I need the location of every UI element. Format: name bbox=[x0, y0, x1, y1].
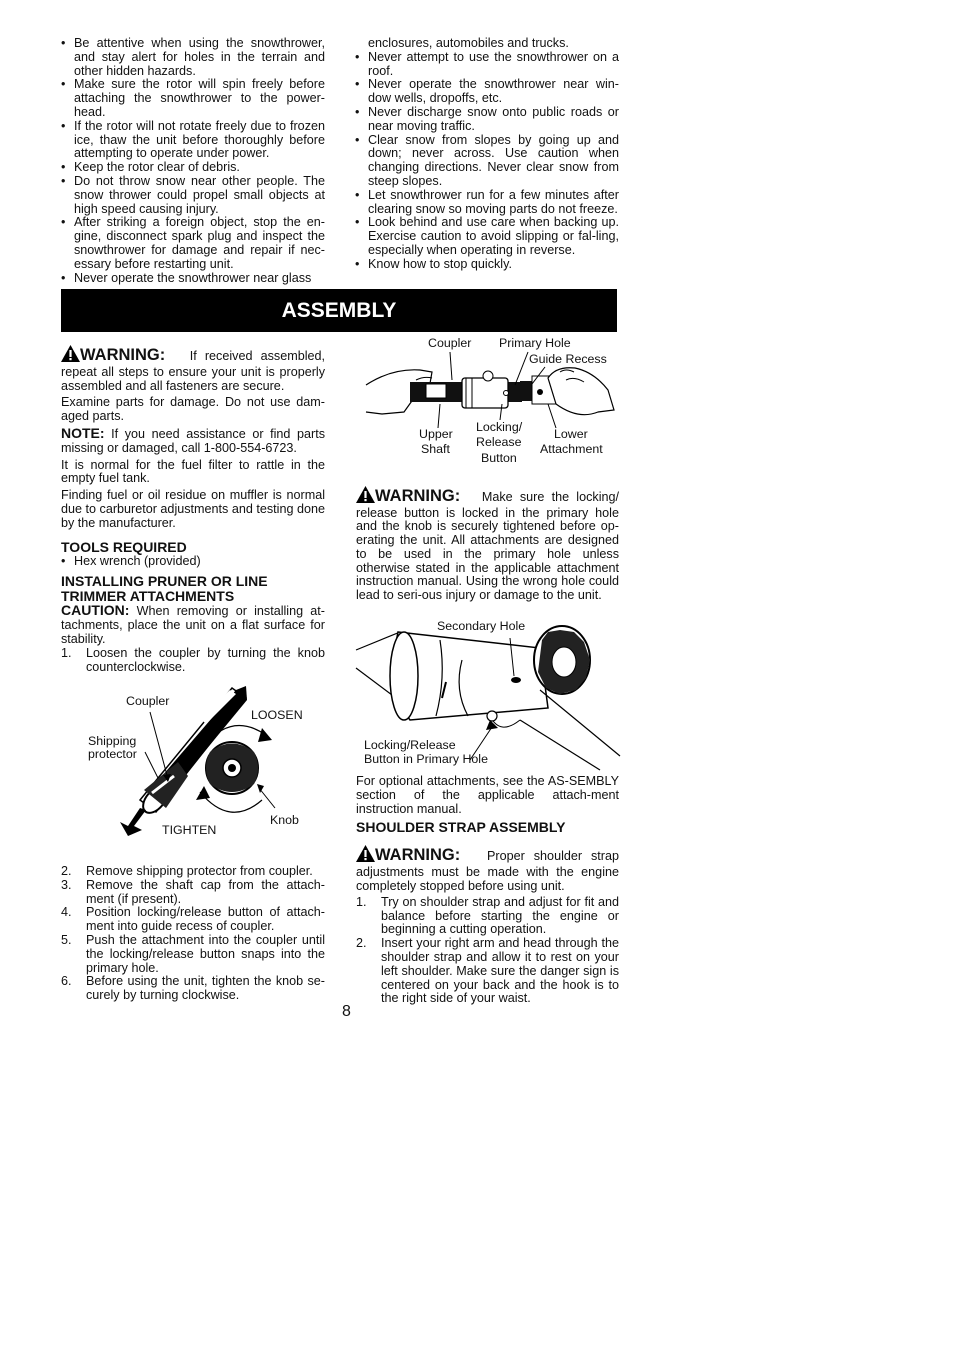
locking-label: Locking/ bbox=[476, 420, 523, 434]
examine-paragraph: Examine parts for damage. Do not use dam-aged parts. bbox=[61, 395, 325, 424]
page-number: 8 bbox=[342, 1003, 351, 1020]
step-text: Push the attachment into the coupler until the locking/release button snaps into the primary hole. bbox=[86, 932, 325, 975]
note-label: NOTE: bbox=[61, 424, 105, 441]
section-banner: ASSEMBLY bbox=[61, 289, 617, 332]
step-number: 6. bbox=[61, 974, 72, 989]
strap-step-list bbox=[356, 896, 619, 1006]
list-item: • Let snowthrower run for a few minutes after clearing snow so moving parts do not freeze. bbox=[355, 189, 619, 217]
tighten-label: TIGHTEN bbox=[162, 823, 217, 837]
warning-label: WARNING: bbox=[80, 346, 166, 364]
list-item: • Keep the rotor clear of debris. bbox=[61, 161, 325, 175]
list-item: • Be attentive when using the snowthrower, and stay alert for holes in the terrain and other hidden hazards. bbox=[61, 37, 325, 78]
step-text: Loosen the coupler by turning the knob counterclockwise. bbox=[86, 645, 325, 674]
release-label: Release bbox=[476, 435, 522, 449]
list-item: • Do not throw snow near other people. The snow thrower could propel small objects at high speed causing injury. bbox=[61, 175, 325, 216]
step-text: Remove the shaft cap from the attach-ment (if present). bbox=[86, 877, 325, 906]
list-item: • If the rotor will not rotate freely due to frozen ice, thaw the unit before thoroughly before attempting to operate under power. bbox=[61, 120, 325, 161]
note-text: If you need assistance or find parts missing or damaged, call 1-800-554-6723. bbox=[61, 426, 325, 455]
list-item: • Never attempt to use the snowthrower on a roof. bbox=[355, 51, 619, 79]
continuation-text: enclosures, automobiles and trucks. bbox=[368, 36, 569, 50]
strap-heading: SHOULDER STRAP ASSEMBLY bbox=[356, 819, 566, 836]
list-item: • Make sure the rotor will spin freely before attaching the snowthrower to the power-head. bbox=[61, 78, 325, 119]
list-item: • Look behind and use care when backing up. Exercise caution to avoid slipping or fal-ling, especially when operating in reverse. bbox=[355, 216, 619, 257]
coupler-label: Coupler bbox=[428, 336, 472, 350]
right-bottom-column bbox=[356, 775, 619, 1006]
optional-paragraph: For optional attachments, see the AS-SEMBLY section of the applicable attach-ment instruction manual. bbox=[356, 774, 619, 816]
step-number: 1. bbox=[356, 894, 367, 909]
protector-label: protector bbox=[88, 747, 137, 761]
knob-label: Knob bbox=[270, 813, 299, 827]
list-item bbox=[356, 937, 619, 1006]
coupler-label: Coupler bbox=[126, 694, 170, 708]
attachment-label: Attachment bbox=[540, 442, 603, 456]
warning-label: WARNING: bbox=[375, 487, 461, 505]
shaft-label: Shaft bbox=[421, 442, 450, 456]
warning-label: WARNING: bbox=[375, 846, 461, 865]
list-item: • Never discharge snow onto public roads or near moving traffic. bbox=[355, 106, 619, 134]
fuel-filter-paragraph: It is normal for the fuel filter to rattle in the empty fuel tank. bbox=[61, 457, 325, 486]
warning-text: Make sure the locking/ release button is locked in the primary hole and the knob is securely tightened before op-erating the unit. All attachments are designed to be used in the primary hole unless otherwise stated in the applicable attachment instruction manual. Using the wrong hole could lead to seri-ous injury or damage to the unit. bbox=[356, 490, 619, 602]
button-label: Button bbox=[481, 451, 517, 465]
loosen-label: LOOSEN bbox=[251, 708, 303, 722]
caution-label: CAUTION: bbox=[61, 602, 130, 619]
install-heading: INSTALLING PRUNER OR LINE TRIMMER ATTACHMENTS bbox=[61, 573, 268, 605]
shipping-label: Shipping bbox=[88, 734, 137, 748]
warning-icon bbox=[356, 845, 375, 866]
upper-label: Upper bbox=[419, 427, 453, 441]
step-number: 1. bbox=[61, 645, 72, 660]
warning-text: Proper shoulder strap adjustments must be made with the engine completely stopped before using unit. bbox=[356, 849, 619, 893]
step-number: 5. bbox=[61, 932, 72, 947]
primary-hole-label: Primary Hole bbox=[499, 336, 571, 350]
step-text: Before using the unit, tighten the knob se-curely by turning clockwise. bbox=[86, 974, 325, 1003]
knob-icon bbox=[534, 626, 590, 694]
step-text: Try on shoulder strap and adjust for fit and balance before starting the engine or beginning a cutting operation. bbox=[381, 894, 619, 937]
step-text: Remove shipping protector from coupler. bbox=[86, 864, 313, 878]
tools-heading: TOOLS REQUIRED bbox=[61, 538, 187, 555]
list-item: • Never operate the snowthrower near win-dow wells, dropoffs, etc. bbox=[355, 78, 619, 106]
step-text: Position locking/release button of attach-ment into guide recess of coupler. bbox=[86, 905, 325, 934]
step-text: Insert your right arm and head through the shoulder strap and allow it to rest on your left shoulder. Make sure the danger sign is centered on your back and the hook is to the right side of your waist. bbox=[381, 936, 619, 1006]
secondary-hole-label: Secondary Hole bbox=[437, 619, 526, 633]
list-item bbox=[356, 896, 619, 937]
lower-label: Lower bbox=[554, 427, 588, 441]
warning-paragraph bbox=[356, 845, 619, 893]
locking-release-label: Locking/Release bbox=[364, 738, 456, 752]
guide-recess-label: Guide Recess bbox=[529, 352, 607, 366]
list-item: • Hex wrench (provided) bbox=[61, 555, 325, 569]
step-number: 3. bbox=[61, 877, 72, 892]
button-primary-label: Button in Primary Hole bbox=[364, 752, 488, 766]
list-item: • Know how to stop quickly. bbox=[355, 258, 619, 272]
step-number: 2. bbox=[356, 936, 367, 951]
residue-paragraph: Finding fuel or oil residue on muffler is normal due to carburetor adjustments and testing done by the manufacturer. bbox=[61, 488, 325, 530]
list-item: • Clear snow from slopes by going up and down; never across. Use caution when changing directions. Never clear snow from steep slopes. bbox=[355, 134, 619, 189]
step-number: 4. bbox=[61, 905, 72, 920]
warning-text: If received assembled, repeat all steps to ensure your unit is properly assembled and all fasteners are secure. bbox=[61, 349, 326, 393]
step-number: 2. bbox=[61, 864, 72, 878]
caution-text: When removing or installing at-tachments, place the unit on a flat surface for stability. bbox=[61, 604, 326, 646]
list-item: • Never operate the snowthrower near glass bbox=[61, 272, 325, 286]
list-item: • After striking a foreign object, stop the en-gine, disconnect spark plug and inspect the snowthrower for damage and repair if nec-essary before restarting unit. bbox=[61, 216, 325, 271]
